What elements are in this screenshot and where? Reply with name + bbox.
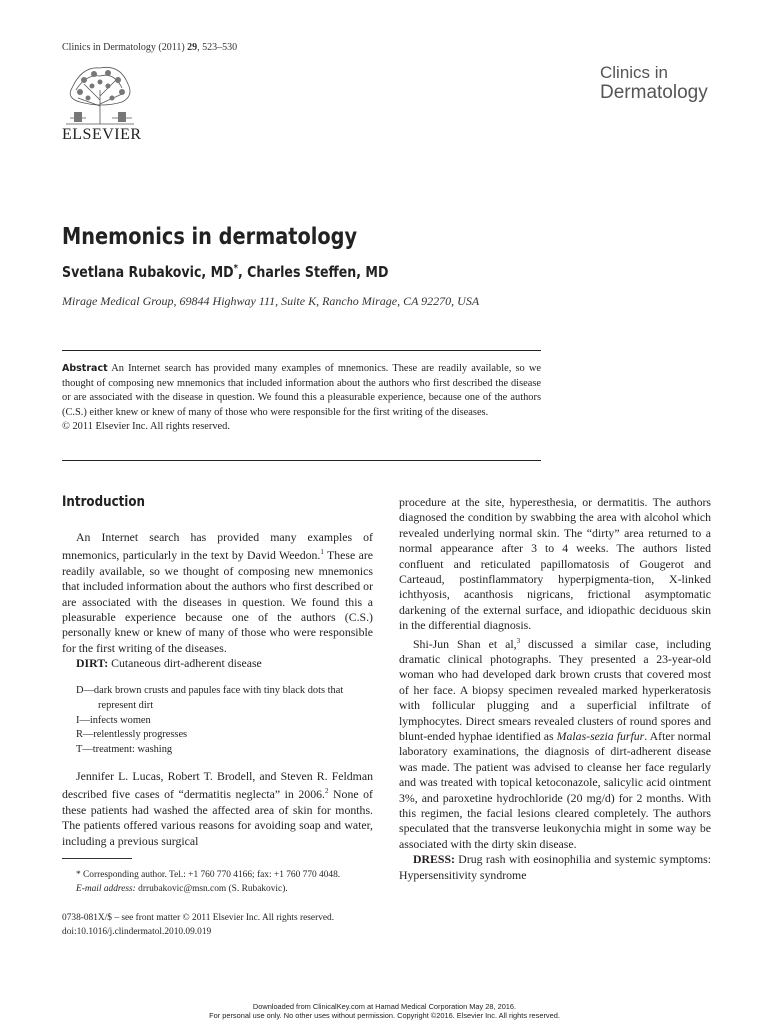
abstract-label: Abstract	[62, 363, 108, 374]
corresponding-author-footnote: * Corresponding author. Tel.: +1 760 770 4166; fax: +1 760 770 4048. E-mail address: drrubakovic@msn.com (S. Rubakovic).	[76, 870, 341, 894]
section-heading-introduction: Introduction	[62, 494, 146, 510]
right-paragraph-2: Shi-Jun Shan et al,$^3$ discussed a similar case, including dramatic clinical photographs. They presented a 23-year-old woman who had developed dark brown crusts that covered most of her face. A biopsy specimen revealed marked hyperkeratosis with follicular plugging and a superficial infiltrate of lymphocytes. Direct smears revealed clusters of round spores and blunt-ended hyphae identified as Malas-sezia furfur. After normal laboratory examinations, the diagnosis of dirt-adherent disease was made. The patient was advised to cleanse her face regularly and was treated with topical ketoconazole, salicylic acid ointment 3%, and paroxetine hydrochloride (20 mg/d) for 2 months. With this regimen, the facial lesions cleared completely. The authors speculated that the transverse leukonychia might in some way be associated with the dirty skin disease.	[399, 636, 711, 851]
volume-number: 29	[187, 42, 198, 53]
affiliation: Mirage Medical Group, 69844 Highway 111, Suite K, Rancho Mirage, CA 92270, USA	[62, 294, 480, 308]
list-item: I—infects women	[76, 714, 151, 726]
abstract-top-rule	[62, 350, 541, 351]
dress-mnemonic-heading: DRESS: Drug rash with eosinophilia and systemic symptoms: Hypersensitivity syndrome	[399, 852, 711, 882]
front-matter: 0738-081X/$ – see front matter © 2011 Elsevier Inc. All rights reserved. doi:10.1016/j.clindermatol.2010.09.019	[62, 913, 335, 937]
dirt-mnemonic-heading: DIRT: Cutaneous dirt-adherent disease	[76, 656, 262, 671]
list-item: D—dark brown crusts and papules face with tiny black dots that	[76, 685, 344, 696]
intro-paragraph-1: An Internet search has provided many examples of mnemonics, particularly in the text by David Weedon.$^1$ These are readily available, so we thought of composing new mnemonics that included information about the authors who first described or are associated with the diseases in question. We found this a pleasurable experience because one of the authors (C.S.) personally knew or knew of many of those who were responsible for the first writing of the diseases. DIRT: Cutaneous dirt-adherent disease	[62, 530, 373, 671]
list-item: T—treatment: washing	[76, 744, 173, 756]
author-list: Svetlana Rubakovic, MD*, Charles Steffen, MD	[62, 263, 389, 281]
dirt-mnemonic-list	[76, 684, 376, 758]
article-title: Mnemonics in dermatology	[62, 224, 358, 250]
footnote-rule	[62, 858, 132, 859]
list-item: represent dirt	[98, 699, 154, 711]
journal-logo-line2: Dermatology	[600, 82, 708, 103]
journal-logo	[600, 63, 708, 103]
publisher-name: ELSEVIER	[62, 126, 142, 143]
list-item: R—relentlessly progresses	[76, 729, 188, 741]
right-column-text	[399, 495, 711, 883]
corresponding-mark: *	[233, 263, 239, 274]
journal-logo-line1: Clinics in	[600, 63, 669, 82]
abstract-text: An Internet search has provided many examples of mnemonics. These are readily available, so we thought of composing new mnemonics that included information about the authors who first described the disease or are associated with the disease in question. We found this a pleasurable experience, because one of the authors (C.S.) either knew or knew of many of those who were responsible for the first writing of the diseases.	[62, 363, 541, 418]
abstract-copyright: © 2011 Elsevier Inc. All rights reserved.	[62, 421, 230, 433]
intro-paragraph-2: Jennifer L. Lucas, Robert T. Brodell, and Steven R. Feldman described five cases of “dermatitis neglecta” in 2006.$^2$ None of these patients had washed the affected area of skin for months. The patients offered various reasons for avoiding soap and water, including a previous surgical	[62, 769, 373, 848]
right-paragraph-1: procedure at the site, hyperesthesia, or dermatitis. The authors diagnosed the condition by swabbing the area with alcohol which revealed underlying normal skin. The “dirty” area returned to a normal appearance after 3 to 4 weeks. The authors listed confluent and reticulated papillomatosis of Gougerot and Carteaud, postinflammatory hyperpigmenta-tion, X-linked ichthyosis, acanthosis nigricans, frictional asymptomatic darkening of the external surface, and idiopathic deciduous skin in the differential diagnosis.	[399, 495, 711, 633]
abstract-bottom-rule	[62, 460, 541, 461]
doi-link[interactable]: 10.1016/j.clindermatol.2010.09.019	[76, 927, 212, 937]
abstract	[62, 362, 541, 435]
email-link[interactable]: drrubakovic@msn.com	[135, 884, 227, 894]
journal-citation: Clinics in Dermatology (2011) 29, 523–530	[62, 42, 238, 53]
download-notice: Downloaded from ClinicalKey.com at Hamad Medical Corporation May 28, 2016. For personal use only. No other uses without permission. Copyright ©2016. Elsevier Inc. All rights reserved.	[209, 1002, 560, 1020]
